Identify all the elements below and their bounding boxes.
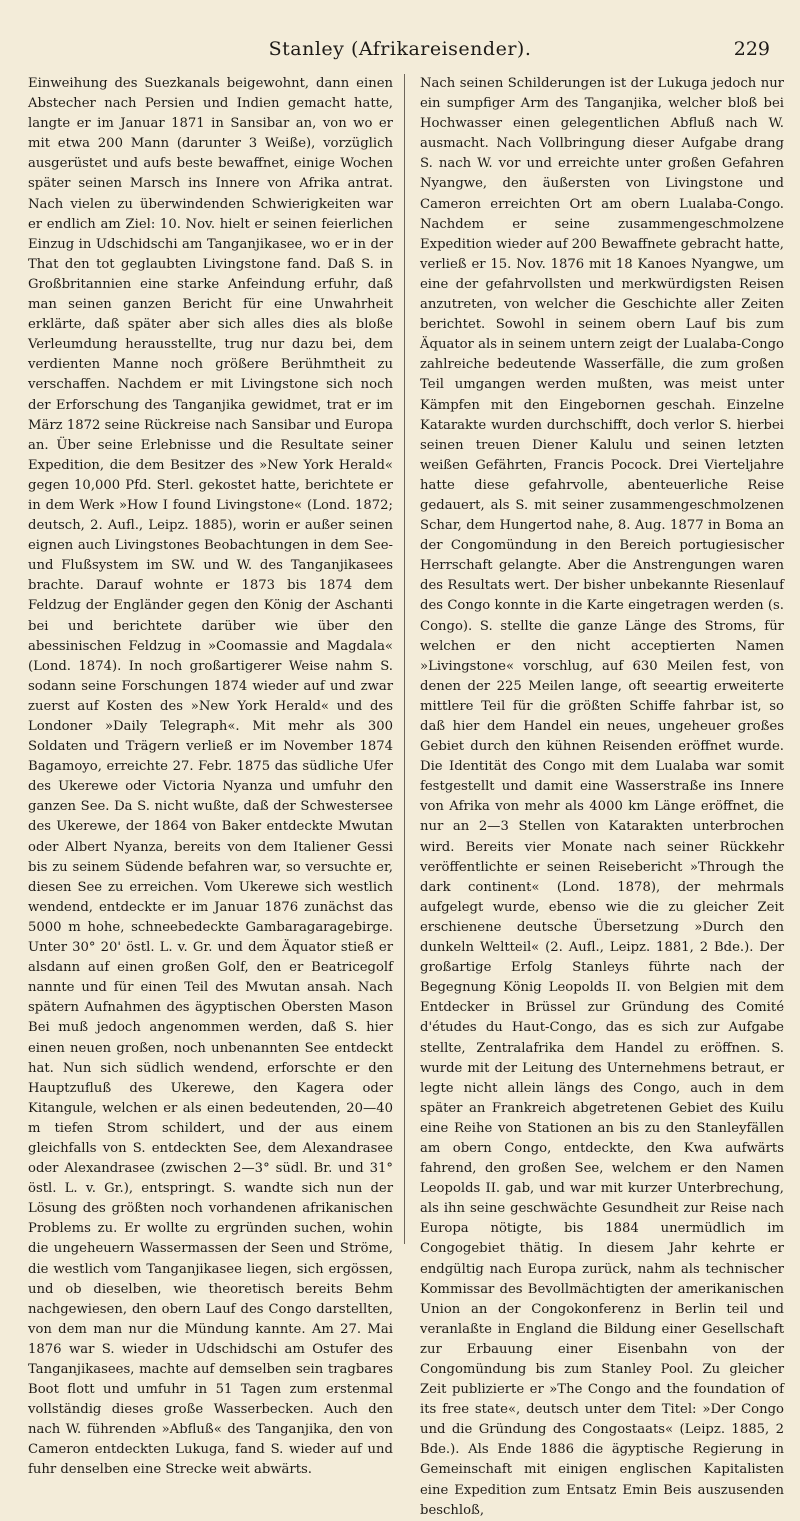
column-divider bbox=[404, 74, 405, 1244]
right-column bbox=[420, 74, 784, 1521]
right-column-text: Nach seinen Schilderungen ist der Lukuga jedoch nur ein sumpfiger Arm des Tanganjika, welcher bloß bei Hochwasser einen gelegentlichen Abfluß nach W. ausmacht. Nach Vollbringung dieser Aufgabe drang S. nach W. vor und erreichte unter großen Gefahren Nyangwe, den äußersten von Livingstone und Cameron erreichten Ort am obern Lualaba-Congo. Nachdem er seine zusammengeschmolzene Expedition wieder auf 200 Bewaffnete gebracht hatte, verließ er 15. Nov. 1876 mit 18 Kanoes Nyangwe, um eine der gefahrvollsten und merkwürdigsten Reisen anzutreten, von welcher die Geschichte aller Zeiten berichtet. Sowohl in seinem obern Lauf bis zum Äquator als in seinem untern zeigt der Lualaba-Congo zahlreiche bedeutende Wasserfälle, die zum großen Teil umgangen werden mußten, was meist unter Kämpfen mit den Eingebornen geschah. Einzelne Katarakte wurden durchschifft, doch verlor S. hierbei seinen treuen Diener Kalulu und seinen letzten weißen Gefährten, Francis Pocock. Drei Vierteljahre hatte diese gefahrvolle, abenteuerliche Reise gedauert, als S. mit seiner zusammengeschmolzenen Schar, dem Hungertod nahe, 8. Aug. 1877 in Boma an der Congomündung in den Bereich portugiesischer Herrschaft gelangte. Aber die Anstrengungen waren des Resultats wert. Der bisher unbekannte Riesenlauf des Congo konnte in die Karte eingetragen werden (s. Congo). S. stellte die ganze Länge des Stroms, für welchen er den nicht acceptierten Namen »Livingstone« vorschlug, auf 630 Meilen fest, von denen der 225 Meilen lange, oft seeartig erweiterte mittlere Teil für die größten Schiffe fahrbar ist, so daß hier dem Handel ein neues, ungeheuer großes Gebiet durch den kühnen Reisenden eröffnet wurde. Die Identität des Congo mit dem Lualaba war somit festgestellt und damit eine Wasserstraße ins Innere von Afrika von mehr als 4000 km Länge eröffnet, die nur an 2—3 Stellen von Katarakten unterbrochen wird. Bereits vier Monate nach seiner Rückkehr veröffentlichte er seinen Reisebericht »Through the dark continent« (Lond. 1878), der mehrmals aufgelegt wurde, ebenso wie die zu gleicher Zeit erschienene deutsche Übersetzung »Durch den dunkeln Weltteil« (2. Aufl., Leipz. 1881, 2 Bde.). Der großartige Erfolg Stanleys führte nach der Begegnung König Leopolds II. von Belgien mit dem Entdecker in Brüssel zur Gründung des Comité d'études du Haut-Congo, das es sich zur Aufgabe stellte, Zentralafrika dem Handel zu eröffnen. S. wurde mit der Leitung des Unternehmens betraut, er legte nicht allein längs des Congo, auch in dem später an Frankreich abgetretenen Gebiet des Kuilu eine Reihe von Stationen an bis zu den Stanleyfällen am obern Congo, entdeckte, den Kwa aufwärts fahrend, den großen See, welchem er den Namen Leopolds II. gab, und war mit kurzer Unterbrechung, als ihn seine geschwächte Gesundheit zur Reise nach Europa nötigte, bis 1884 unermüdlich im Congogebiet thätig. In diesem Jahr kehrte er endgültig nach Europa zurück, nahm als technischer Kommissar des Bevollmächtigten der amerikanischen Union an der Congokonferenz in Berlin teil und veranlaßte in England die Bildung einer Gesellschaft zur Erbauung einer Eisenbahn von der Congomündung bis zum Stanley Pool. Zu gleicher Zeit publizierte er »The Congo and the foundation of its free state«, deutsch unter dem Titel: »Der Congo und die Gründung des Congostaats« (Leipz. 1885, 2 Bde.). Als Ende 1886 die ägyptische Regierung in Gemeinschaft mit einigen englischen Kapitalisten eine Expedition zum Entsatz Emin Beis auszusenden beschloß, bbox=[420, 76, 784, 1518]
left-column-text: Einweihung des Suezkanals beigewohnt, dann einen Abstecher nach Persien und Indien gemacht hatte, langte er im Januar 1871 in Sansibar an, von wo er mit etwa 200 Mann (darunter 3 Weiße), vorzüglich ausgerüstet und aufs beste bewaffnet, einige Wochen später seinen Marsch ins Innere von Afrika antrat. Nach vielen zu überwindenden Schwierigkeiten war er endlich am Ziel: 10. Nov. hielt er seinen feierlichen Einzug in Udschidschi am Tanganjikasee, wo er in der That den tot geglaubten Livingstone fand. Daß S. in Großbritannien eine starke Anfeindung erfuhr, daß man seinen ganzen Bericht für eine Unwahrheit erklärte, daß später aber sich alles dies als bloße Verleumdung herausstellte, trug nur dazu bei, dem verdienten Manne noch größere Berühmtheit zu verschaffen. Nachdem er mit Livingstone sich noch der Erforschung des Tanganjika gewidmet, trat er im März 1872 seine Rückreise nach Sansibar und Europa an. Über seine Erlebnisse und die Resultate seiner Expedition, die dem Besitzer des »New York Herald« gegen 10,000 Pfd. Sterl. gekostet hatte, berichtete er in dem Werk »How I found Livingstone« (Lond. 1872; deutsch, 2. Aufl., Leipz. 1885), worin er außer seinen eignen auch Livingstones Beobachtungen in dem See- und Flußsystem im SW. und W. des Tanganjikasees brachte. Darauf wohnte er 1873 bis 1874 dem Feldzug der Engländer gegen den König der Aschanti bei und berichtete darüber wie über den abessinischen Feldzug in »Coomassie and Magdala« (Lond. 1874). In noch großartigerer Weise nahm S. sodann seine Forschungen 1874 wieder auf und zwar zuerst auf Kosten des »New York Herald« und des Londoner »Daily Telegraph«. Mit mehr als 300 Soldaten und Trägern verließ er im November 1874 Bagamoyo, erreichte 27. Febr. 1875 das südliche Ufer des Ukerewe oder Victoria Nyanza und umfuhr den ganzen See. Da S. nicht wußte, daß der Schwestersee des Ukerewe, der 1864 von Baker entdeckte Mwutan oder Albert Nyanza, bereits von dem Italiener Gessi bis zu seinem Südende befahren war, so versuchte er, diesen See zu erreichen. Vom Ukerewe sich westlich wendend, entdeckte er im Januar 1876 zunächst das 5000 m hohe, schneebedeckte Gambaragaragebirge. Unter 30° 20' östl. L. v. Gr. und dem Äquator stieß er alsdann auf einen großen Golf, den er Beatricegolf nannte und für einen Teil des Mwutan ansah. Nach spätern Aufnahmen des ägyptischen Obersten Mason Bei muß jedoch angenommen werden, daß S. hier einen neuen großen, noch unbenannten See entdeckt hat. Nun sich südlich wendend, erforschte er den Hauptzufluß des Ukerewe, den Kagera oder Kitangule, welchen er als einen bedeutenden, 20—40 m tiefen Strom schildert, und der aus einem gleichfalls von S. entdeckten See, dem Alexandrasee oder Alexandrasee (zwischen 2—3° südl. Br. und 31° östl. L. v. Gr.), entspringt. S. wandte sich nun der Lösung des größten noch vorhandenen afrikanischen Problems zu. Er wollte zu ergründen suchen, wohin die ungeheuern Wassermassen der Seen und Ströme, die westlich vom Tanganjikasee liegen, sich ergössen, und ob dieselben, wie theoretisch bereits Behm nachgewiesen, den obern Lauf des Congo darstellten, von dem man nur die Mündung kannte. Am 27. Mai 1876 war S. wieder in Udschidschi am Ostufer des Tanganjikasees, machte auf demselben sein tragbares Boot flott und umfuhr in 51 Tagen zum erstenmal vollständig dieses große Wasserbecken. Auch den nach W. führenden »Abfluß« des Tanganjika, den von Cameron entdeckten Lukuga, fand S. wieder auf und fuhr denselben eine Strecke weit abwärts. bbox=[28, 76, 393, 1478]
running-title: Stanley (Afrikareisender). bbox=[268, 38, 532, 60]
left-column bbox=[28, 74, 393, 1481]
page-header bbox=[30, 38, 770, 68]
page-number: 229 bbox=[733, 38, 770, 60]
